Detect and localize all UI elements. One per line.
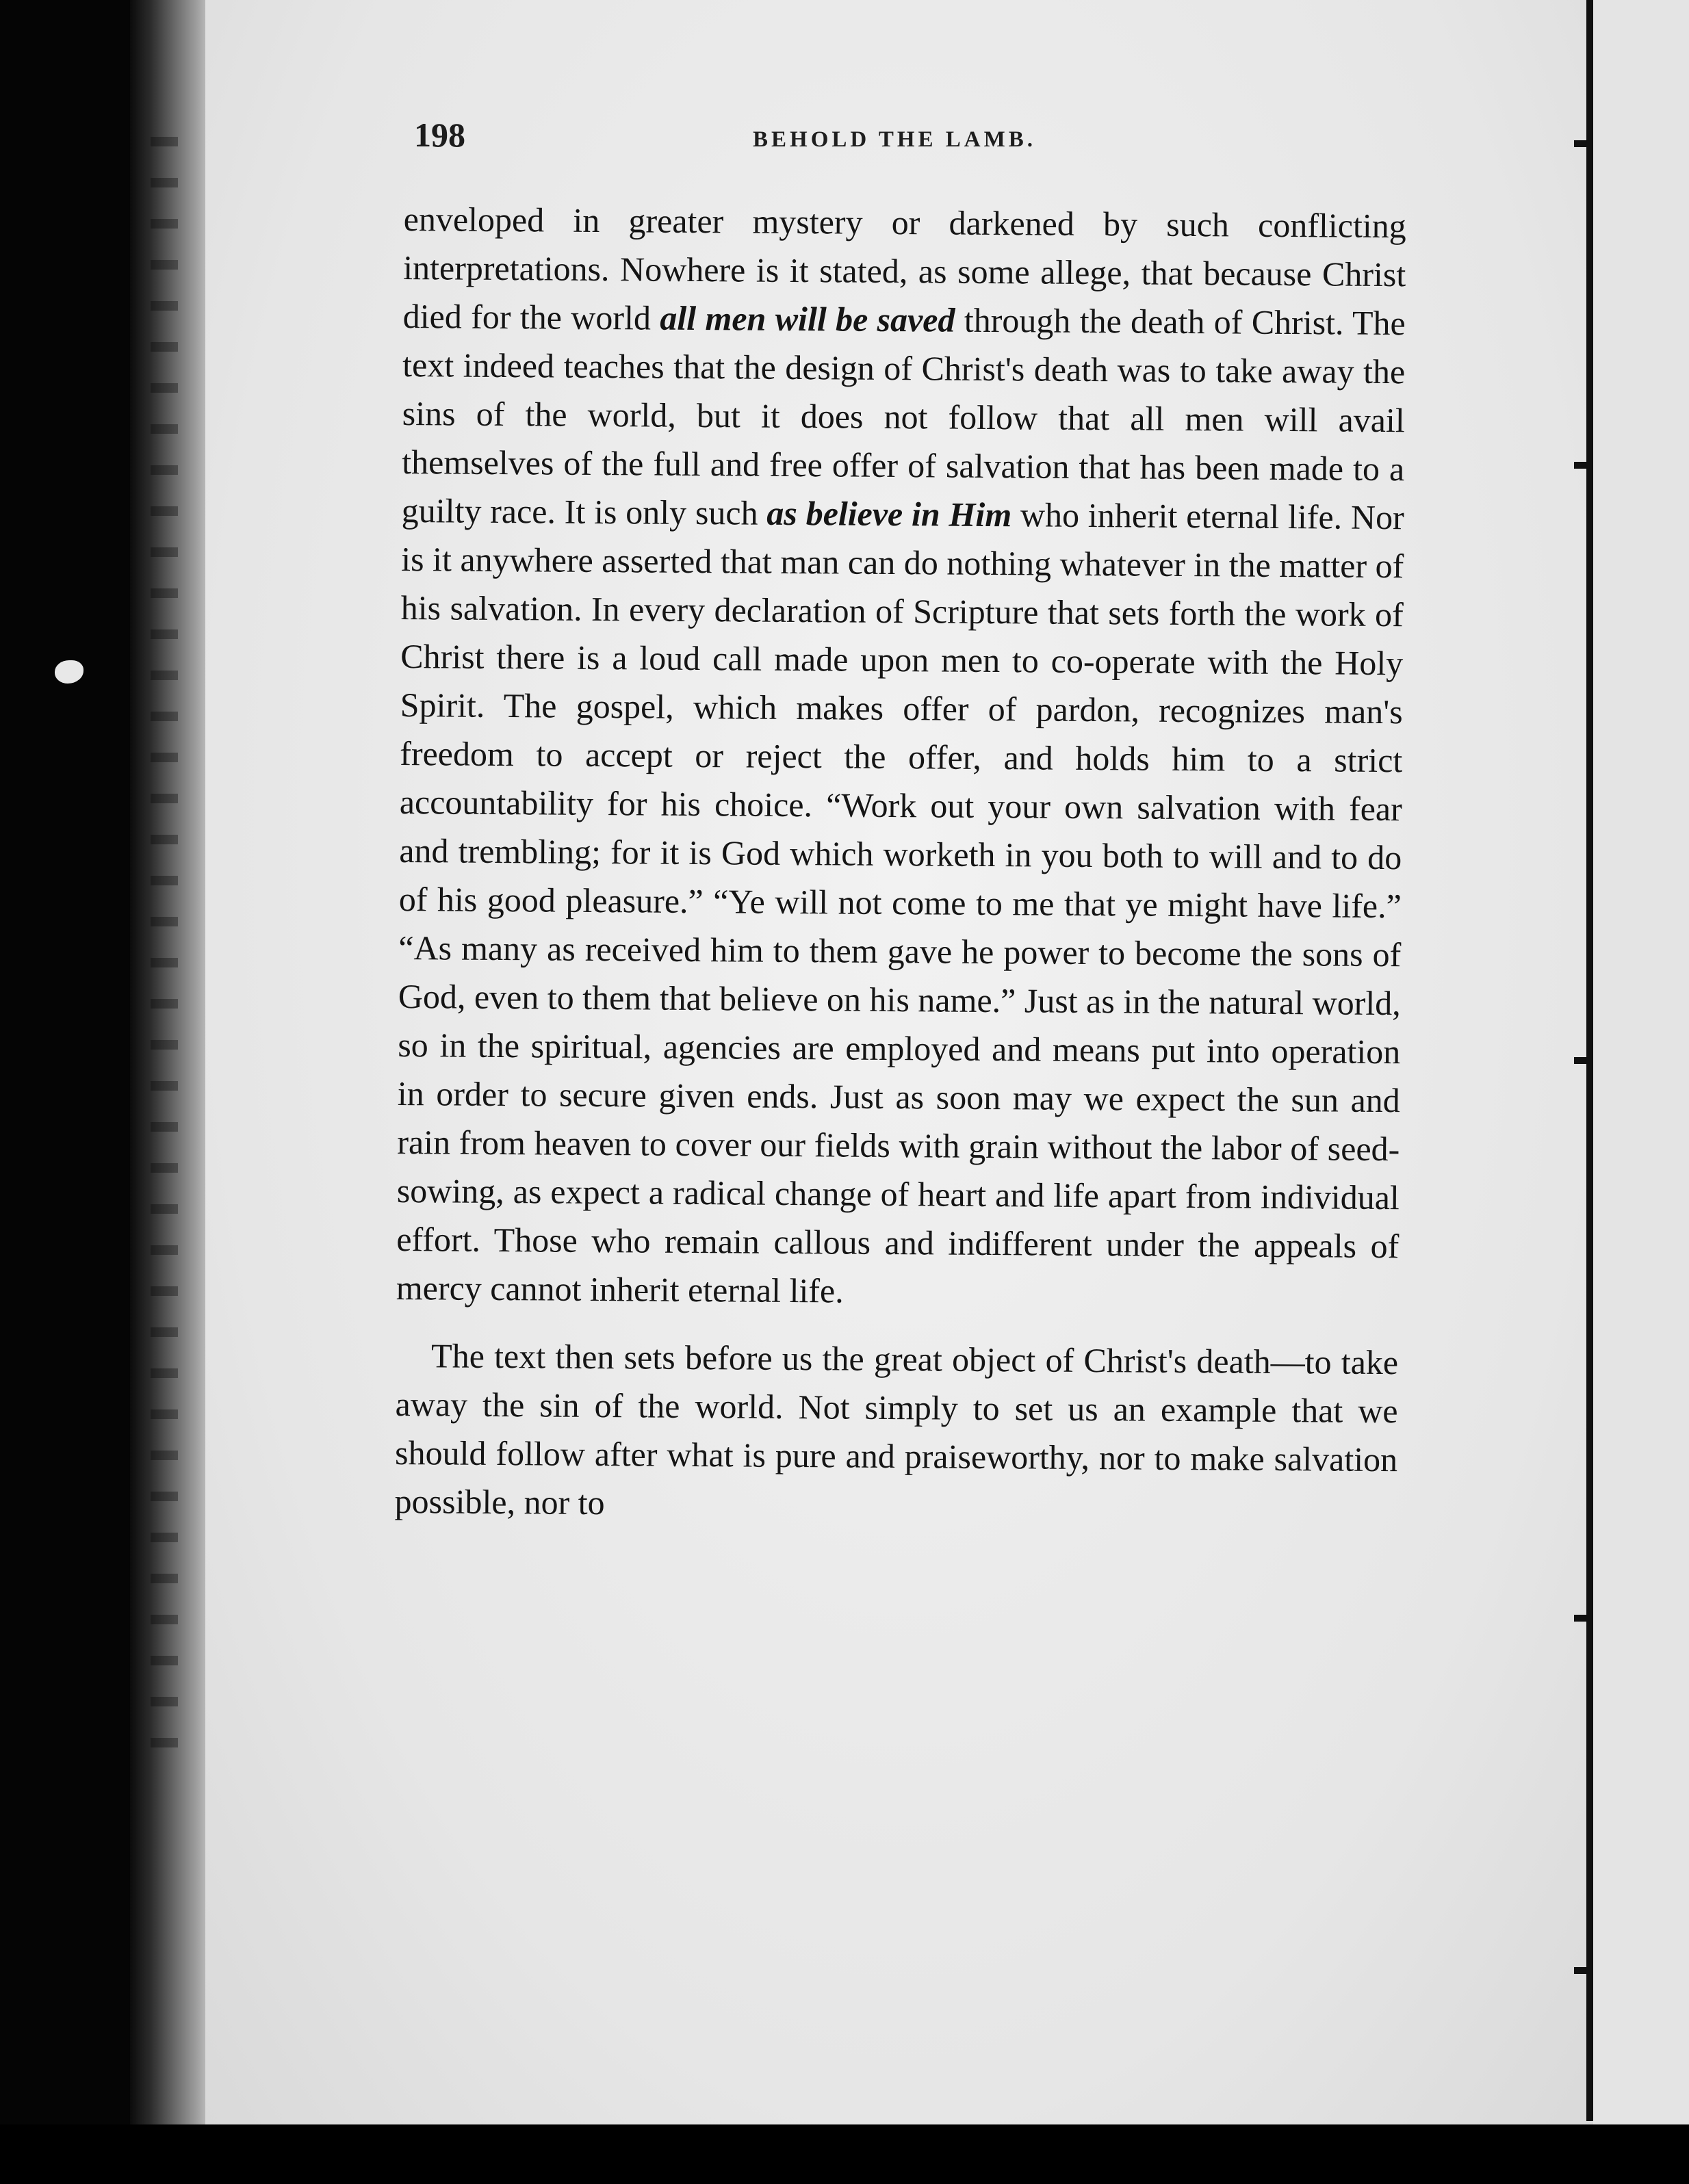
italic-phrase: all men will be saved — [660, 298, 955, 339]
edge-tick — [1574, 1615, 1592, 1622]
gutter-shadow — [151, 137, 178, 1779]
edge-tick — [1574, 1057, 1592, 1064]
page-number: 198 — [414, 116, 465, 154]
edge-tick — [1574, 462, 1592, 469]
edge-tick — [1574, 1967, 1592, 1974]
text-run: enveloped in greater mystery or darkened by such conflicting interpretations. Nowhere is it stated, as some allege, that because Christ died for the world — [402, 199, 1406, 337]
page-header — [414, 115, 1523, 163]
scan-bottom-border — [0, 2124, 1689, 2184]
running-head: BEHOLD THE LAMB. — [753, 127, 1037, 152]
text-run: through the death of Christ. The text indeed teaches that the design of Christ's death was to take away the sins of the world, but it does not follow that all men will avail themselves of the full and free offer of salvation that has been made to a guilty race. It is only such — [401, 300, 1406, 532]
edge-tick — [1574, 140, 1592, 147]
paragraph — [396, 195, 1406, 1319]
right-margin — [1593, 0, 1689, 2184]
body-text — [394, 195, 1406, 1533]
italic-phrase: as believe in Him — [766, 493, 1012, 534]
paragraph: The text then sets before us the great object of Christ's death—to take away the sin of the world. Not simply to set us an example that we should follow after what is pure and praiseworthy, nor to make salvation possible, nor to — [394, 1336, 1399, 1522]
text-run: who inherit eternal life. Nor is it anywhere asserted that man can do nothing whatever in the matter of his salvation. In every declaration of Scripture that sets forth the work of Christ there is a loud call made upon men to co-operate with the Holy Spirit. The gospel, which makes offer of pardon, recognizes man's freedom to accept or reject the offer, and holds him to a strict accountability for his choice. “Work out your own salvation with fear and trembling; for it is God which worketh in you both to will and to do of his good pleasure.” “Ye will not come to me that ye might have life.” “As many as received him to them gave he power to become the sons of God, even to them that believe on his name.” Just as in the natural world, so in the spiritual, agencies are employed and means put into operation in order to secure given ends. Just as soon may we expect the sun and rain from heaven to cover our fields with grain without the labor of seed-sowing, as expect a radical change of heart and life apart from individual effort. Those who remain callous and indifferent under the appeals of mercy cannot inherit eternal life. — [396, 495, 1404, 1310]
